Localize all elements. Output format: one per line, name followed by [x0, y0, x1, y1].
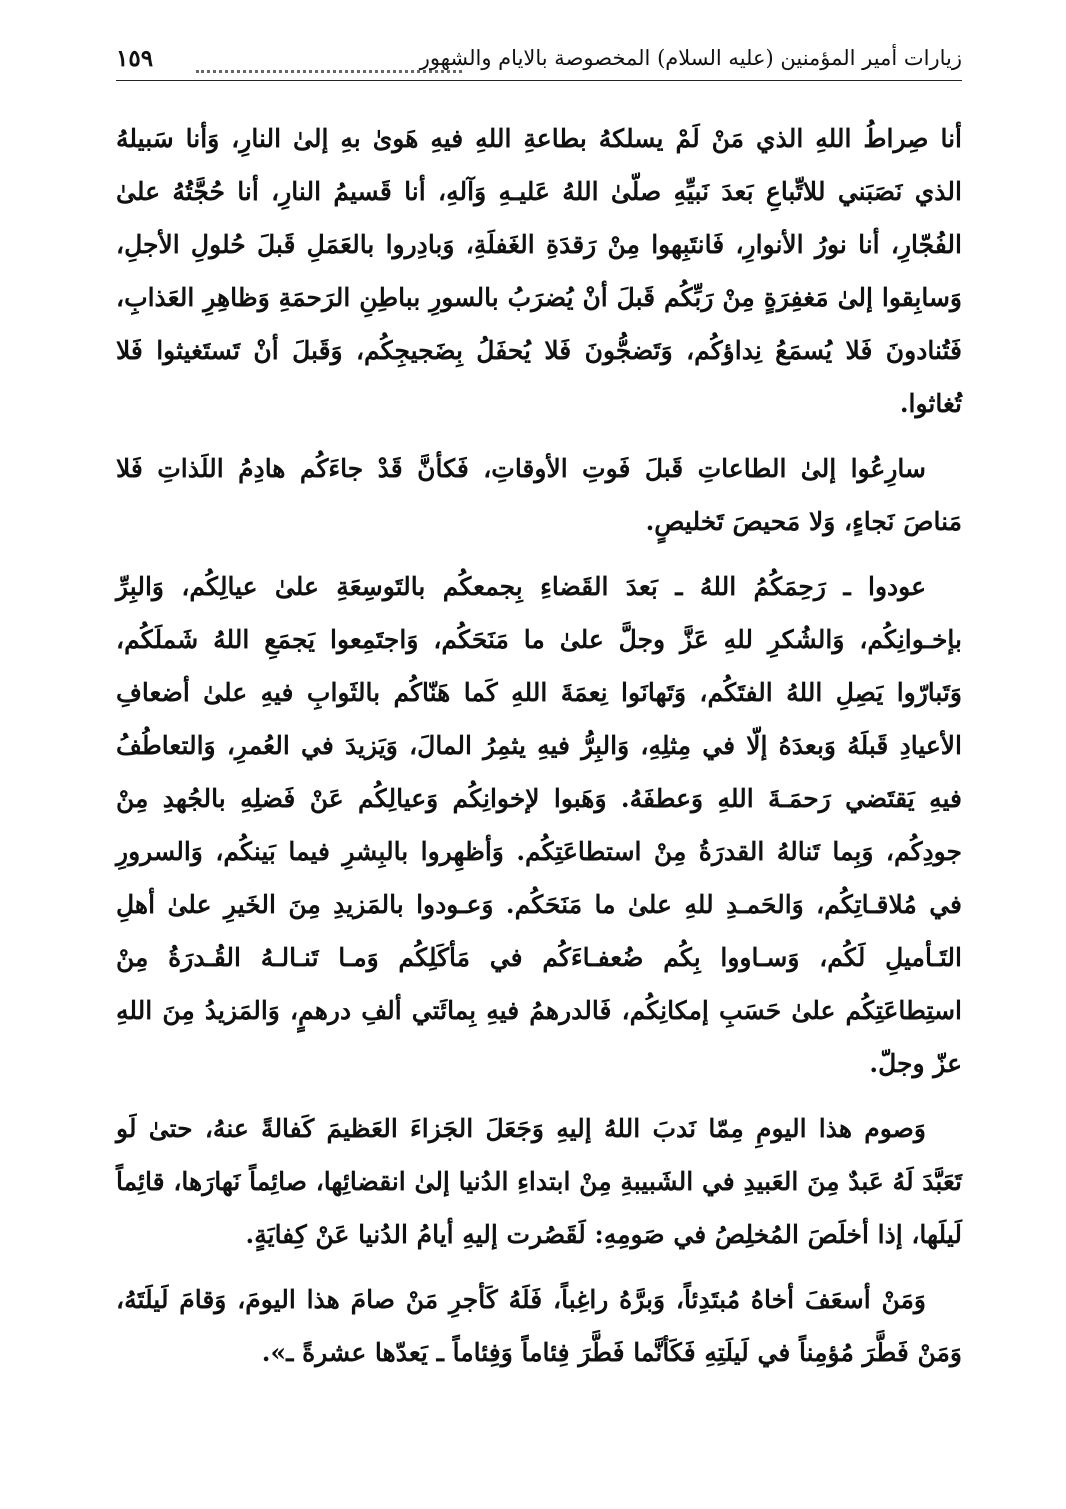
- paragraph-3: عودوا ـ رَحِمَكُمُ اللهُ ـ بَعدَ القَضاءِ بِجمعكُم بالتَوسِعَةِ علىٰ عيالِكُم، وَالبِرِّ بإخـوانِكُم، وَالشُكرِ للهِ عَزَّ وجلَّ علىٰ ما مَنَحَكُم، وَاجتَمِعوا يَجمَعِ اللهُ شَملَكُم، وَتَبارّوا يَصِلِ اللهُ الفتَكُم، وَتَهانَوا نِعمَةَ اللهِ كَما هَنّاكُم بالثَوابِ فيهِ علىٰ أضعافِ الأعيادِ قَبلَهُ وَبعدَهُ إلّا في مِثلِهِ، وَالبِرُّ فيهِ يثمِرُ المالَ، وَيَزيدَ في العُمرِ، وَالتعاطُفُ فيهِ يَقتَضي رَحمَـةَ اللهِ وَعطفَهُ. وَهَبوا لإخوانِكُم وَعيالِكُم عَنْ فَضلِهِ بالجُهدِ مِنْ جودِكُم، وَبِما تَنالهُ القدرَةُ مِنْ استطاعَتِكُم. وَأظهِروا بالبِشرِ فيما بَينكُم، وَالسرورِ في مُلاقـاتِكُم، وَالحَمـدِ للهِ علىٰ ما مَنَحَكُم. وَعـودوا بالمَزيدِ مِنَ الخَيرِ علىٰ أهلِ التَـأميلِ لَكُم، وَسـاووا بِكُم ضُعفـاءَكُم في مَأكَلِكُم وَمـا تَنـالـهُ القُـدرَةُ مِنْ استِطاعَتِكُم علىٰ حَسَبِ إمكانِكُم، فَالدرهمُ فيهِ بِمائَتي ألفِ درهمٍ، وَالمَزيدُ مِنَ اللهِ عزّ وجلّ.: [116, 572, 962, 1078]
- running-header: [116, 40, 962, 81]
- paragraph-4: وَصوم هذا اليومِ مِمّا نَدبَ اللهُ إليهِ وَجَعَلَ الجَزاءَ العَظيمَ كَفالةً عنهُ، حتىٰ لَو تَعَبَّدَ لَهُ عَبدٌ مِنَ العَبيدِ في الشَبيبةِ مِنْ ابتداءِ الدُنيا إلىٰ انقضائِها، صائِماً نَهارَها، قائِماً لَيلَها، إذا أخلَصَ المُخلِصُ في صَومِهِ: لَقَصُرت إليهِ أيامُ الدُنيا عَنْ كِفايَةٍ.: [116, 1114, 962, 1249]
- paragraph-2: سارِعُوا إلىٰ الطاعاتِ قَبلَ فَوتِ الأوقاتِ، فَكأنَّ قَدْ جاءَكُم هادِمُ اللَذاتِ فَلا مَناصَ نَجاءٍ، وَلا مَحيصَ تَخليصٍ.: [116, 454, 962, 536]
- paragraph-1: أنا صِراطُ اللهِ الذي مَنْ لَمْ يسلكهُ بطاعةِ اللهِ فيهِ هَوىٰ بهِ إلىٰ النارِ، وَأنا سَبيلهُ الذي نَصَبَني للاتِّباعِ بَعدَ نَبيِّهِ صلّىٰ اللهُ عَليـهِ وَآلهِ، أنا قَسيمُ النارِ، أنا حُجَّتُهُ علىٰ الفُجّارِ، أنا نورُ الأنوارِ، فَانتَبِهوا مِنْ رَقدَةِ الغَفلَةِ، وَبادِروا بالعَمَلِ قَبلَ حُلولِ الأجلِ، وَسابِقوا إلىٰ مَغفِرَةٍ مِنْ رَبِّكُم قَبلَ أنْ يُضرَبُ بالسورِ بباطِنِ الرَحمَةِ وَظاهِرِ العَذابِ، فَتُنادونَ فَلا يُسمَعُ نِداؤكُم، وَتَضجُّونَ فَلا يُحفَلُ بِضَجيجِكُم، وَقَبلَ أنْ تَستَغيثوا فَلا تُغاثوا.: [116, 124, 962, 418]
- paragraph-5: وَمَنْ أسعَفَ أخاهُ مُبتَدِئاً، وَبرَّهُ راغِباً، فَلَهُ كَأجرِ مَنْ صامَ هذا اليومَ، وَقامَ لَيلَتَهُ، وَمَنْ فَطَّرَ مُؤمِناً في لَيلَتِهِ فَكَأنَّما فَطَّرَ فِئاماً وَفِئاماً ـ يَعدّها عشرةً ـ».: [116, 1285, 962, 1367]
- body-text: [116, 112, 962, 1391]
- header-dot-leader: [196, 50, 462, 73]
- header-title: زيارات أمير المؤمنين (عليه السلام) المخصوصة بالايام والشهور: [419, 46, 962, 70]
- page-number: ١٥٩: [116, 45, 154, 72]
